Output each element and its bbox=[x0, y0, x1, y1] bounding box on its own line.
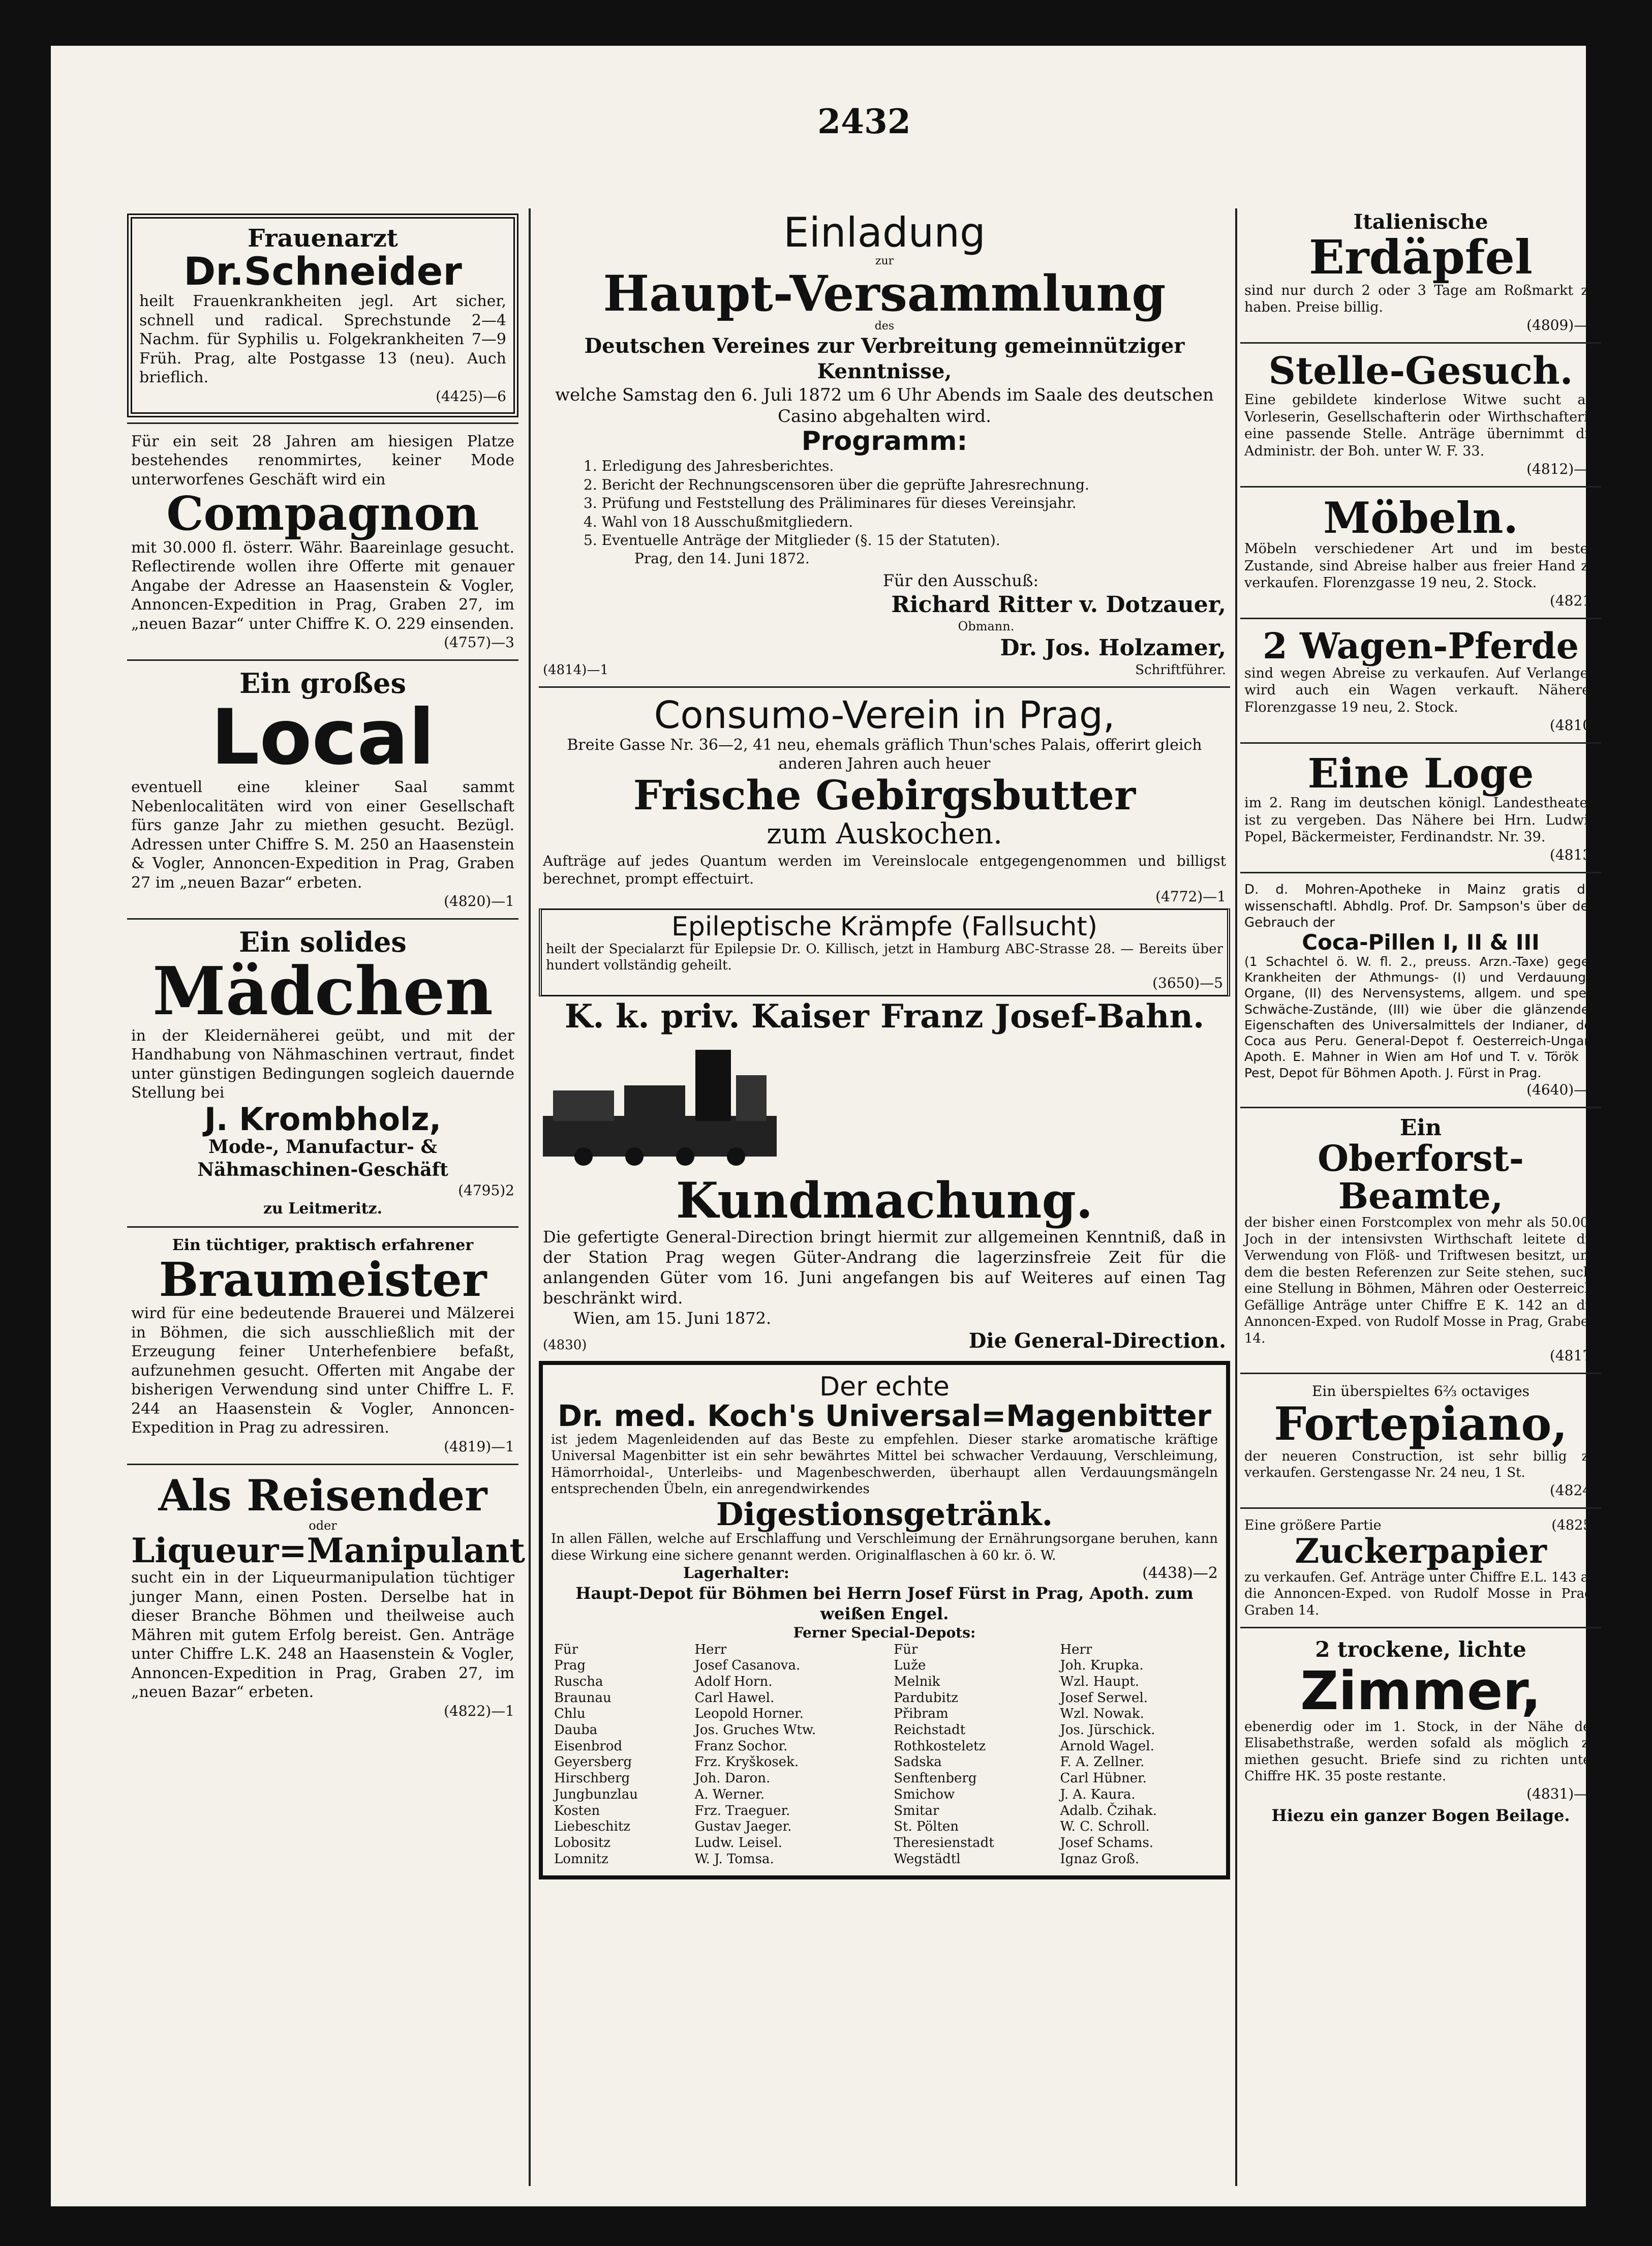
separator bbox=[1240, 618, 1601, 619]
ad-einladung bbox=[539, 208, 1230, 681]
depot-place: Melnik bbox=[894, 1674, 940, 1689]
depot-place: Theresienstadt bbox=[894, 1835, 994, 1850]
ad-text: in der Kleidernäherei geübt, und mit der Handhabung von Nähmaschinen vertraut, findet unter günstigen Bedingungen sogleich dauernde Stellung bei bbox=[131, 1026, 514, 1102]
ad-text: welche Samstag den 6. Juli 1872 um 6 Uhr Abends im Saale des deutschen Casino abgehalten wird. bbox=[555, 384, 1214, 427]
depot-place: Sadska bbox=[894, 1754, 942, 1770]
ad-pferde bbox=[1240, 624, 1601, 737]
ad-title: Coca-Pillen I, II & III bbox=[1302, 929, 1540, 955]
ad-forst bbox=[1240, 1113, 1601, 1368]
ad-number: (4810) bbox=[1549, 716, 1597, 734]
ad-text: Möbeln verschiedener Art und im besten Zustande, sind Abreise halber aus freier Hand zu verkaufen. Florenzgasse 19 neu, 2. Stock. bbox=[1244, 540, 1597, 591]
train-illustration bbox=[543, 1040, 777, 1167]
ad-text: ist jedem Magenleidenden auf das Beste zu empfehlen. Dieser starke aromatische kräftige Universal Magenbitter ist ein sehr bewährtes Mittel bei schwacher Verdauung, Verschleimung, Hämorrhoidal-, Unterleibs- und Magenbeschwerden, überhaupt allen Verdauungsmängeln entsprechenden Übeln, ein anregendwirkendes bbox=[551, 1432, 1218, 1497]
separator bbox=[1240, 342, 1601, 344]
depot-place: Přibram bbox=[894, 1706, 949, 1722]
ad-number: (4813) bbox=[1549, 846, 1597, 864]
separator bbox=[1240, 872, 1601, 873]
ad-number: (4819)—1 bbox=[444, 1438, 514, 1455]
depot-place: Smitar bbox=[894, 1803, 939, 1818]
ad-text: zu verkaufen. Gef. Anträge unter Chiffre E.L. 143 an die Annoncen-Exped. von Rudolf Mosse in Prag, Graben 14. bbox=[1244, 1569, 1597, 1618]
depot-agent: Jos. Gruches Wtw. bbox=[694, 1722, 816, 1738]
ad-date: Wien, am 15. Juni 1872. bbox=[573, 1308, 772, 1328]
ad-number: (4831)—1 bbox=[1526, 1785, 1597, 1802]
ad-consumo bbox=[539, 693, 1230, 908]
program-item: 3. Prüfung und Feststellung des Präliminares für dieses Vereinsjahr. bbox=[584, 495, 1077, 512]
ad-text: eventuell eine kleiner Saal sammt Nebenlocalitäten wird von einer Gesellschaft fürs ganze Jahr zu miethen gesucht. Bezügl. Adressen unter Chiffre S. M. 250 an Haasenstein & Vogler, Annoncen-Expedition in Prag, Graben 27 im „neuen Bazar“ erbeten. bbox=[131, 778, 514, 892]
ad-piano bbox=[1240, 1379, 1601, 1502]
ad-epilepsie bbox=[539, 908, 1230, 996]
ad-pre: 2 trockene, lichte bbox=[1315, 1637, 1526, 1662]
role-2: Schriftführer. bbox=[1135, 662, 1226, 678]
depot-place: Kosten bbox=[554, 1803, 600, 1818]
program-item: 1. Erledigung des Jahresberichtes. bbox=[584, 458, 834, 475]
ad-title: Einladung bbox=[783, 209, 986, 256]
ad-title-2: Kundmachung. bbox=[676, 1171, 1093, 1229]
separator bbox=[127, 659, 518, 661]
ad-fuer: Für den Ausschuß: bbox=[882, 570, 1039, 590]
ad-title: Consumo-Verein in Prag, bbox=[654, 693, 1115, 738]
ad-number: (4830) bbox=[543, 1338, 587, 1353]
depot-row bbox=[551, 1771, 1218, 1787]
depot-place: Dauba bbox=[554, 1722, 598, 1738]
separator bbox=[127, 918, 518, 920]
depot-row bbox=[551, 1658, 1218, 1674]
depot-agent: Arnold Wagel. bbox=[1060, 1738, 1154, 1754]
ad-title: Möbeln. bbox=[1323, 492, 1518, 543]
program-item: 4. Wahl von 18 Ausschußmitgliedern. bbox=[584, 513, 853, 530]
separator bbox=[1240, 1507, 1601, 1509]
ad-title-2: Frische Gebirgsbutter bbox=[633, 771, 1136, 819]
ad-title: Braumeister bbox=[159, 1252, 487, 1307]
ad-text: D. d. Mohren-Apotheke in Mainz gratis die wissenschaftl. Abhdlg. Prof. Dr. Sampson's über den Gebrauch der bbox=[1244, 882, 1597, 931]
depot-place: Reichstadt bbox=[894, 1722, 966, 1738]
ad-pre: Ein tüchtiger, praktisch erfahrener bbox=[172, 1236, 474, 1255]
ad-text-2: (1 Schachtel ö. W. fl. 2., preuss. Arzn.-Taxe) gegen Krankheiten der Athmungs- (I) und Verdauungs-Organe, (II) des Nervensystems, allgem. und spez. Schwäche-Zustände, (III) wie über die glänzenden Eigenschaften des Universalmittels der Indianer, der Coca aus Peru. General-Depot f. Oesterreich-Ungarn Apoth. E. Mahner in Wien am Hof und T. v. Török in Pest, Depot für Böhmen Apoth. J. Fürst in Prag. bbox=[1244, 954, 1597, 1080]
depot-agent: W. J. Tomsa. bbox=[694, 1851, 774, 1867]
ad-compagnon bbox=[127, 429, 518, 655]
depot-agent: Josef Serwel. bbox=[1060, 1690, 1148, 1706]
ad-text: Eine gebildete kinderlose Witwe sucht als Vorleserin, Gesellschafterin oder Wirthschafterin eine passende Stelle. Anträge übernimmt die Administr. der Boh. unter W. F. 33. bbox=[1244, 391, 1597, 460]
ad-title: Als Reisender bbox=[158, 1470, 487, 1521]
ad-title-2: Digestionsgetränk. bbox=[716, 1495, 1053, 1533]
column-divider bbox=[529, 208, 531, 2186]
depot-agent: Carl Hübner. bbox=[1060, 1771, 1147, 1786]
depot-agent: Wzl. Nowak. bbox=[1060, 1706, 1144, 1722]
ad-bahn bbox=[539, 996, 1230, 1357]
depot-agent: Leopold Horner. bbox=[694, 1706, 804, 1722]
ad-number: (4824) bbox=[1549, 1481, 1597, 1499]
ad-pre: Italienische bbox=[1353, 210, 1488, 234]
depot-agent: Frz. Kryškosek. bbox=[694, 1754, 799, 1770]
depot-agent: Joh. Daron. bbox=[694, 1771, 771, 1786]
ad-loge bbox=[1240, 749, 1601, 867]
ad-text: mit 30.000 fl. österr. Währ. Baareinlage gesucht. Reflectirende wollen ihre Offerte mit genauer Angabe der Adresse an Haasenstein & Vogler, Annoncen-Expedition in Prag, Graben 27, im „neuen Bazar“ unter Chiffre K. O. 229 einsenden. bbox=[131, 538, 514, 633]
ad-firm-detail: Mode-, Manufactur- & Nähmaschinen-Geschäft bbox=[197, 1136, 448, 1180]
depot-place: St. Pölten bbox=[894, 1819, 959, 1835]
depot-agent: J. A. Kaura. bbox=[1060, 1786, 1136, 1802]
ad-title: Stelle-Gesuch. bbox=[1268, 349, 1573, 393]
depot-agent: Gustav Jaeger. bbox=[694, 1819, 792, 1835]
ad-zucker bbox=[1240, 1514, 1601, 1622]
depot-agent: Wzl. Haupt. bbox=[1060, 1674, 1140, 1689]
ad-number: (4757)—3 bbox=[444, 634, 514, 651]
column-header: Herr bbox=[1060, 1642, 1092, 1657]
ad-date: Prag, den 14. Juni 1872. bbox=[634, 550, 810, 567]
ad-sub: zum Auskochen. bbox=[767, 817, 1002, 851]
ad-firm: J. Krombholz, bbox=[204, 1100, 442, 1138]
column-header: Herr bbox=[694, 1642, 727, 1657]
ad-number: (4814)—1 bbox=[543, 662, 608, 678]
ad-moebeln bbox=[1240, 493, 1601, 613]
ad-maedchen bbox=[127, 925, 518, 1221]
separator bbox=[1240, 1107, 1601, 1108]
ad-number: (4438)—2 bbox=[1142, 1564, 1218, 1583]
separator bbox=[127, 1226, 518, 1228]
depot-place: Liebeschitz bbox=[554, 1819, 631, 1835]
depot-place: Wegstädtl bbox=[894, 1851, 961, 1867]
ad-title: Frauenarzt bbox=[248, 224, 398, 253]
depot-place: Jungbunzlau bbox=[554, 1786, 638, 1802]
ad-number: (4821) bbox=[1549, 592, 1597, 610]
separator bbox=[1240, 1373, 1601, 1374]
ad-reisender bbox=[127, 1470, 525, 1723]
separator bbox=[1240, 1627, 1601, 1628]
depot-place: Rothkosteletz bbox=[894, 1738, 986, 1754]
ad-number: (4812)—1 bbox=[1526, 460, 1597, 477]
ad-number: (4820)—1 bbox=[444, 893, 514, 910]
depot-agent: A. Werner. bbox=[694, 1786, 765, 1802]
ad-text: sucht ein in der Liqueurmanipulation tüchtiger junger Mann, einen Posten. Derselbe hat in dieser Branche Böhmen und theilweise auch Mähren mit gutem Erfolg bereist. Gen. Anträge unter Chiffre L.K. 248 an Haasenstein & Vogler, Annoncen-Expedition in Prag, Graben 27, im „neuen Bazar“ erbeten. bbox=[131, 1569, 514, 1702]
depot-place: Pardubitz bbox=[894, 1690, 958, 1706]
depot-place: Smichow bbox=[894, 1786, 955, 1802]
ad-line: Breite Gasse Nr. 36—2, 41 neu, ehemals gräflich Thun'sches Palais, offerirt gleich anderen Jahren auch heuer bbox=[567, 736, 1202, 773]
depot-row bbox=[551, 1690, 1218, 1707]
separator bbox=[1240, 742, 1601, 744]
ad-oder: oder bbox=[309, 1519, 337, 1533]
ad-title: Dr. med. Koch's Universal=Magenbitter bbox=[557, 1399, 1212, 1434]
ad-number: (4822)—1 bbox=[444, 1702, 514, 1719]
depot-row bbox=[551, 1722, 1218, 1739]
ad-text: ebenerdig oder im 1. Stock, in der Nähe der Elisabethstraße, werden sofald als möglich zu miethen gesucht. Briefe sind zu richten unter Chiffre HK. 35 poste restante. bbox=[1244, 1719, 1597, 1784]
program-title: Programm: bbox=[801, 426, 968, 457]
depot-place: Lomnitz bbox=[554, 1851, 608, 1867]
ad-number: (4795)2 bbox=[458, 1181, 514, 1199]
depot-row bbox=[551, 1787, 1218, 1803]
ad-title: Oberforst-Beamte, bbox=[1318, 1137, 1524, 1217]
depot-heading: Ferner Special-Depots: bbox=[793, 1624, 976, 1641]
ad-number: (4772)—1 bbox=[1155, 888, 1226, 905]
separator bbox=[127, 1464, 518, 1465]
ad-zimmer bbox=[1240, 1633, 1601, 1806]
ad-text: heilt Frauenkrankheiten jegl. Art sicher, schnell und radical. Sprechstunde 2—4 Nachm. für Syphilis u. Folgekrankheiten 7—9 Früh. Prag, alte Postgasse 13 (neu). Auch brieflich. bbox=[139, 292, 506, 387]
role-1: Obmann. bbox=[958, 619, 1015, 633]
depot-agent: Adalb. Čzihak. bbox=[1060, 1803, 1157, 1818]
ad-text: Die gefertigte General-Direction bringt hiermit zur allgemeinen Kenntniß, daß in der Station Prag wegen Güter-Andrang die lagerzinsfreie Zeit für die anlangenden Güter vom 16. Juni angefangen bis auf Weiteres auf einen Tag beschränkt wird. bbox=[543, 1227, 1226, 1308]
ad-title-2: Liqueur=Manipulant bbox=[131, 1531, 525, 1571]
depot-place: Luže bbox=[894, 1658, 926, 1674]
depot-place: Geyersberg bbox=[554, 1754, 632, 1770]
ad-koch bbox=[539, 1361, 1230, 1880]
depot-agent: W. C. Schroll. bbox=[1060, 1819, 1150, 1835]
depot-place: Eisenbrod bbox=[554, 1738, 623, 1754]
ad-title: Local bbox=[210, 693, 435, 782]
depot-agent: Ignaz Groß. bbox=[1060, 1851, 1140, 1867]
ad-text: Aufträge auf jedes Quantum werden im Vereinslocale entgegengenommen und billigst berechnet, prompt effectuirt. bbox=[543, 852, 1226, 887]
depot-row bbox=[551, 1803, 1218, 1819]
column-divider bbox=[1235, 208, 1237, 2186]
depot-row bbox=[551, 1754, 1218, 1771]
ad-pre: Ein überspieltes 6⅔ octaviges bbox=[1311, 1383, 1530, 1400]
depot-agent: Carl Hawel. bbox=[694, 1690, 775, 1706]
ad-title-2: Haupt-Versammlung bbox=[603, 264, 1166, 322]
signature-2: Dr. Jos. Holzamer, bbox=[1000, 634, 1226, 661]
ad-text: sind wegen Abreise zu verkaufen. Auf Verlangen wird auch ein Wagen verkauft. Näheres Florenzgasse 19 neu, 2. Stock. bbox=[1244, 665, 1597, 716]
ad-zur: zur bbox=[875, 255, 894, 267]
ad-pre: Der echte bbox=[819, 1371, 950, 1402]
ad-title: Eine Loge bbox=[1307, 749, 1534, 797]
program-item: 2. Bericht der Rechnungscensoren über die geprüfte Jahresrechnung. bbox=[584, 476, 1089, 493]
depot-row bbox=[551, 1674, 1218, 1690]
page-number: 2432 bbox=[817, 102, 911, 141]
depot-row bbox=[551, 1706, 1218, 1722]
column-header: Für bbox=[894, 1642, 918, 1657]
depot-agent: Adolf Horn. bbox=[694, 1674, 773, 1689]
ad-pre: Ein solides bbox=[239, 926, 407, 959]
ad-title: Zuckerpapier bbox=[1295, 1531, 1547, 1571]
ad-number: (4809)—1 bbox=[1526, 317, 1597, 334]
depot-line: Haupt-Depot für Böhmen bei Herrn Josef Fürst in Prag, Apoth. zum weißen Engel. bbox=[575, 1583, 1194, 1623]
ad-text: heilt der Specialarzt für Epilepsie Dr. O. Killisch, jetzt in Hamburg ABC-Strasse 28. — Bereits über hundert vollständig geheilt. bbox=[546, 941, 1223, 974]
depot-agent: Jos. Jürschick. bbox=[1060, 1722, 1155, 1738]
depot-agent: F. A. Zellner. bbox=[1060, 1754, 1145, 1770]
separator bbox=[127, 422, 518, 424]
ad-frauenarzt bbox=[127, 214, 518, 417]
depot-row bbox=[551, 1852, 1218, 1868]
ad-title: K. k. priv. Kaiser Franz Josef-Bahn. bbox=[564, 997, 1205, 1036]
ad-title: Erdäpfel bbox=[1309, 230, 1533, 285]
ad-pre: Ein großes bbox=[239, 667, 406, 700]
depot-row bbox=[551, 1835, 1218, 1852]
depot-table bbox=[551, 1642, 1218, 1868]
program-item: 5. Eventuelle Anträge der Mitglieder (§. 15 der Statuten). bbox=[584, 531, 1000, 549]
depot-place: Ruscha bbox=[554, 1674, 603, 1689]
depot-place: Hirschberg bbox=[554, 1771, 630, 1786]
depot-place: Senftenberg bbox=[894, 1771, 977, 1786]
depot-place: Lobositz bbox=[554, 1835, 611, 1850]
ad-text: der neueren Construction, ist sehr billig zu verkaufen. Gerstengasse Nr. 24 neu, 1 St. bbox=[1244, 1448, 1597, 1480]
signature-1: Richard Ritter v. Dotzauer, bbox=[891, 591, 1226, 618]
ad-title: 2 Wagen-Pferde bbox=[1262, 625, 1579, 667]
ad-title: Compagnon bbox=[166, 486, 479, 541]
ad-text: der bisher einen Forstcomplex von mehr als 50.000 Joch in der intensivsten Wirthschaft leitete die Verwendung von Flöß- und Triftwesen besitzt, und dem die besten Referenzen zur Seite stehen, sucht eine Stellung in Böhmen, Mähren oder Oesterreich. Gefällige Anträge unter Chiffre E K. 142 an die Annoncen-Exped. von Rudolf Mosse in Prag, Graben 14. bbox=[1244, 1215, 1597, 1346]
ad-text: im 2. Rang im deutschen königl. Landestheater, ist zu vergeben. Das Nähere bei Hrn. Ludwig Popel, Bäckermeister, Ferdinandstr. Nr. 39. bbox=[1244, 795, 1597, 845]
depot-row bbox=[551, 1739, 1218, 1755]
depot-place: Prag bbox=[554, 1658, 586, 1674]
ad-erdaepfel bbox=[1240, 208, 1601, 337]
depot-place: Chlu bbox=[554, 1706, 586, 1722]
ad-number: (4825) bbox=[1551, 1517, 1597, 1533]
lager-heading: Lagerhalter: bbox=[683, 1564, 789, 1583]
depot-agent: Joh. Krupka. bbox=[1060, 1658, 1144, 1674]
depot-agent: Josef Schams. bbox=[1060, 1835, 1154, 1850]
depot-row bbox=[551, 1819, 1218, 1835]
depot-agent: Ludw. Leisel. bbox=[694, 1835, 783, 1850]
ad-title: Zimmer, bbox=[1300, 1659, 1541, 1722]
ad-text: sind nur durch 2 oder 3 Tage am Roßmarkt zu haben. Preise billig. bbox=[1244, 282, 1597, 316]
depot-agent: Josef Casanova. bbox=[694, 1658, 801, 1674]
ad-braumeister bbox=[127, 1233, 518, 1459]
ad-number: (4817) bbox=[1549, 1347, 1597, 1364]
ad-stelle bbox=[1240, 349, 1601, 481]
newspaper-page bbox=[51, 46, 1597, 2206]
column-header: Für bbox=[554, 1642, 578, 1657]
ad-des: des bbox=[874, 320, 895, 333]
ad-number: (4425)—6 bbox=[436, 387, 506, 405]
ad-title: Epileptische Krämpfe (Fallsucht) bbox=[671, 911, 1098, 942]
supplement-note: Hiezu ein ganzer Bogen Beilage. bbox=[1271, 1805, 1570, 1825]
depot-place: Braunau bbox=[554, 1690, 611, 1706]
middle-column bbox=[539, 163, 1230, 2145]
ad-intro: Für ein seit 28 Jahren am hiesigen Platze bestehendes renommirtes, keiner Mode unterworfenes Geschäft wird ein bbox=[131, 432, 514, 489]
separator bbox=[539, 686, 1230, 688]
depot-agent: Frz. Traeguer. bbox=[694, 1803, 790, 1818]
program-list bbox=[584, 457, 1226, 568]
ad-verein: Deutschen Vereines zur Verbreitung gemeinnütziger Kenntnisse, bbox=[584, 333, 1185, 383]
ad-pre: Ein bbox=[1399, 1114, 1442, 1141]
right-column bbox=[1240, 163, 1601, 2145]
ad-title: Mädchen bbox=[152, 952, 493, 1030]
signature: Die General-Direction. bbox=[968, 1328, 1226, 1353]
ad-place: zu Leitmeritz. bbox=[263, 1199, 383, 1218]
ad-coca bbox=[1240, 878, 1601, 1102]
ad-local bbox=[127, 666, 518, 913]
ad-name: Dr.Schneider bbox=[183, 249, 462, 294]
ad-number: (4640)—1 bbox=[1526, 1081, 1597, 1098]
ad-text-2: In allen Fällen, welche auf Erschlaffung und Verschleimung der Ernährungsorgane beruhen, kann diese Wirkung eine sichere genannt werden. Originalflaschen à 60 kr. ö. W. bbox=[551, 1531, 1218, 1563]
separator bbox=[1240, 486, 1601, 488]
depot-header-row bbox=[551, 1642, 1218, 1658]
ad-text: wird für eine bedeutende Brauerei und Mälzerei in Böhmen, die sich ausschließlich mit der Erzeugung feiner Unterhefenbiere befaßt, aufzunehmen gesucht. Offerten mit Angabe der bisherigen Verwendung sind unter Chiffre L. F. 244 an Haasenstein & Vogler, Annoncen-Expedition in Prag zu adressiren. bbox=[131, 1304, 514, 1437]
ad-pre: Eine größere Partie bbox=[1244, 1517, 1382, 1533]
ad-title: Fortepiano, bbox=[1274, 1397, 1568, 1451]
left-column bbox=[127, 163, 525, 2145]
ad-number: (3650)—5 bbox=[1152, 974, 1223, 991]
depot-agent: Franz Sochor. bbox=[694, 1738, 788, 1754]
